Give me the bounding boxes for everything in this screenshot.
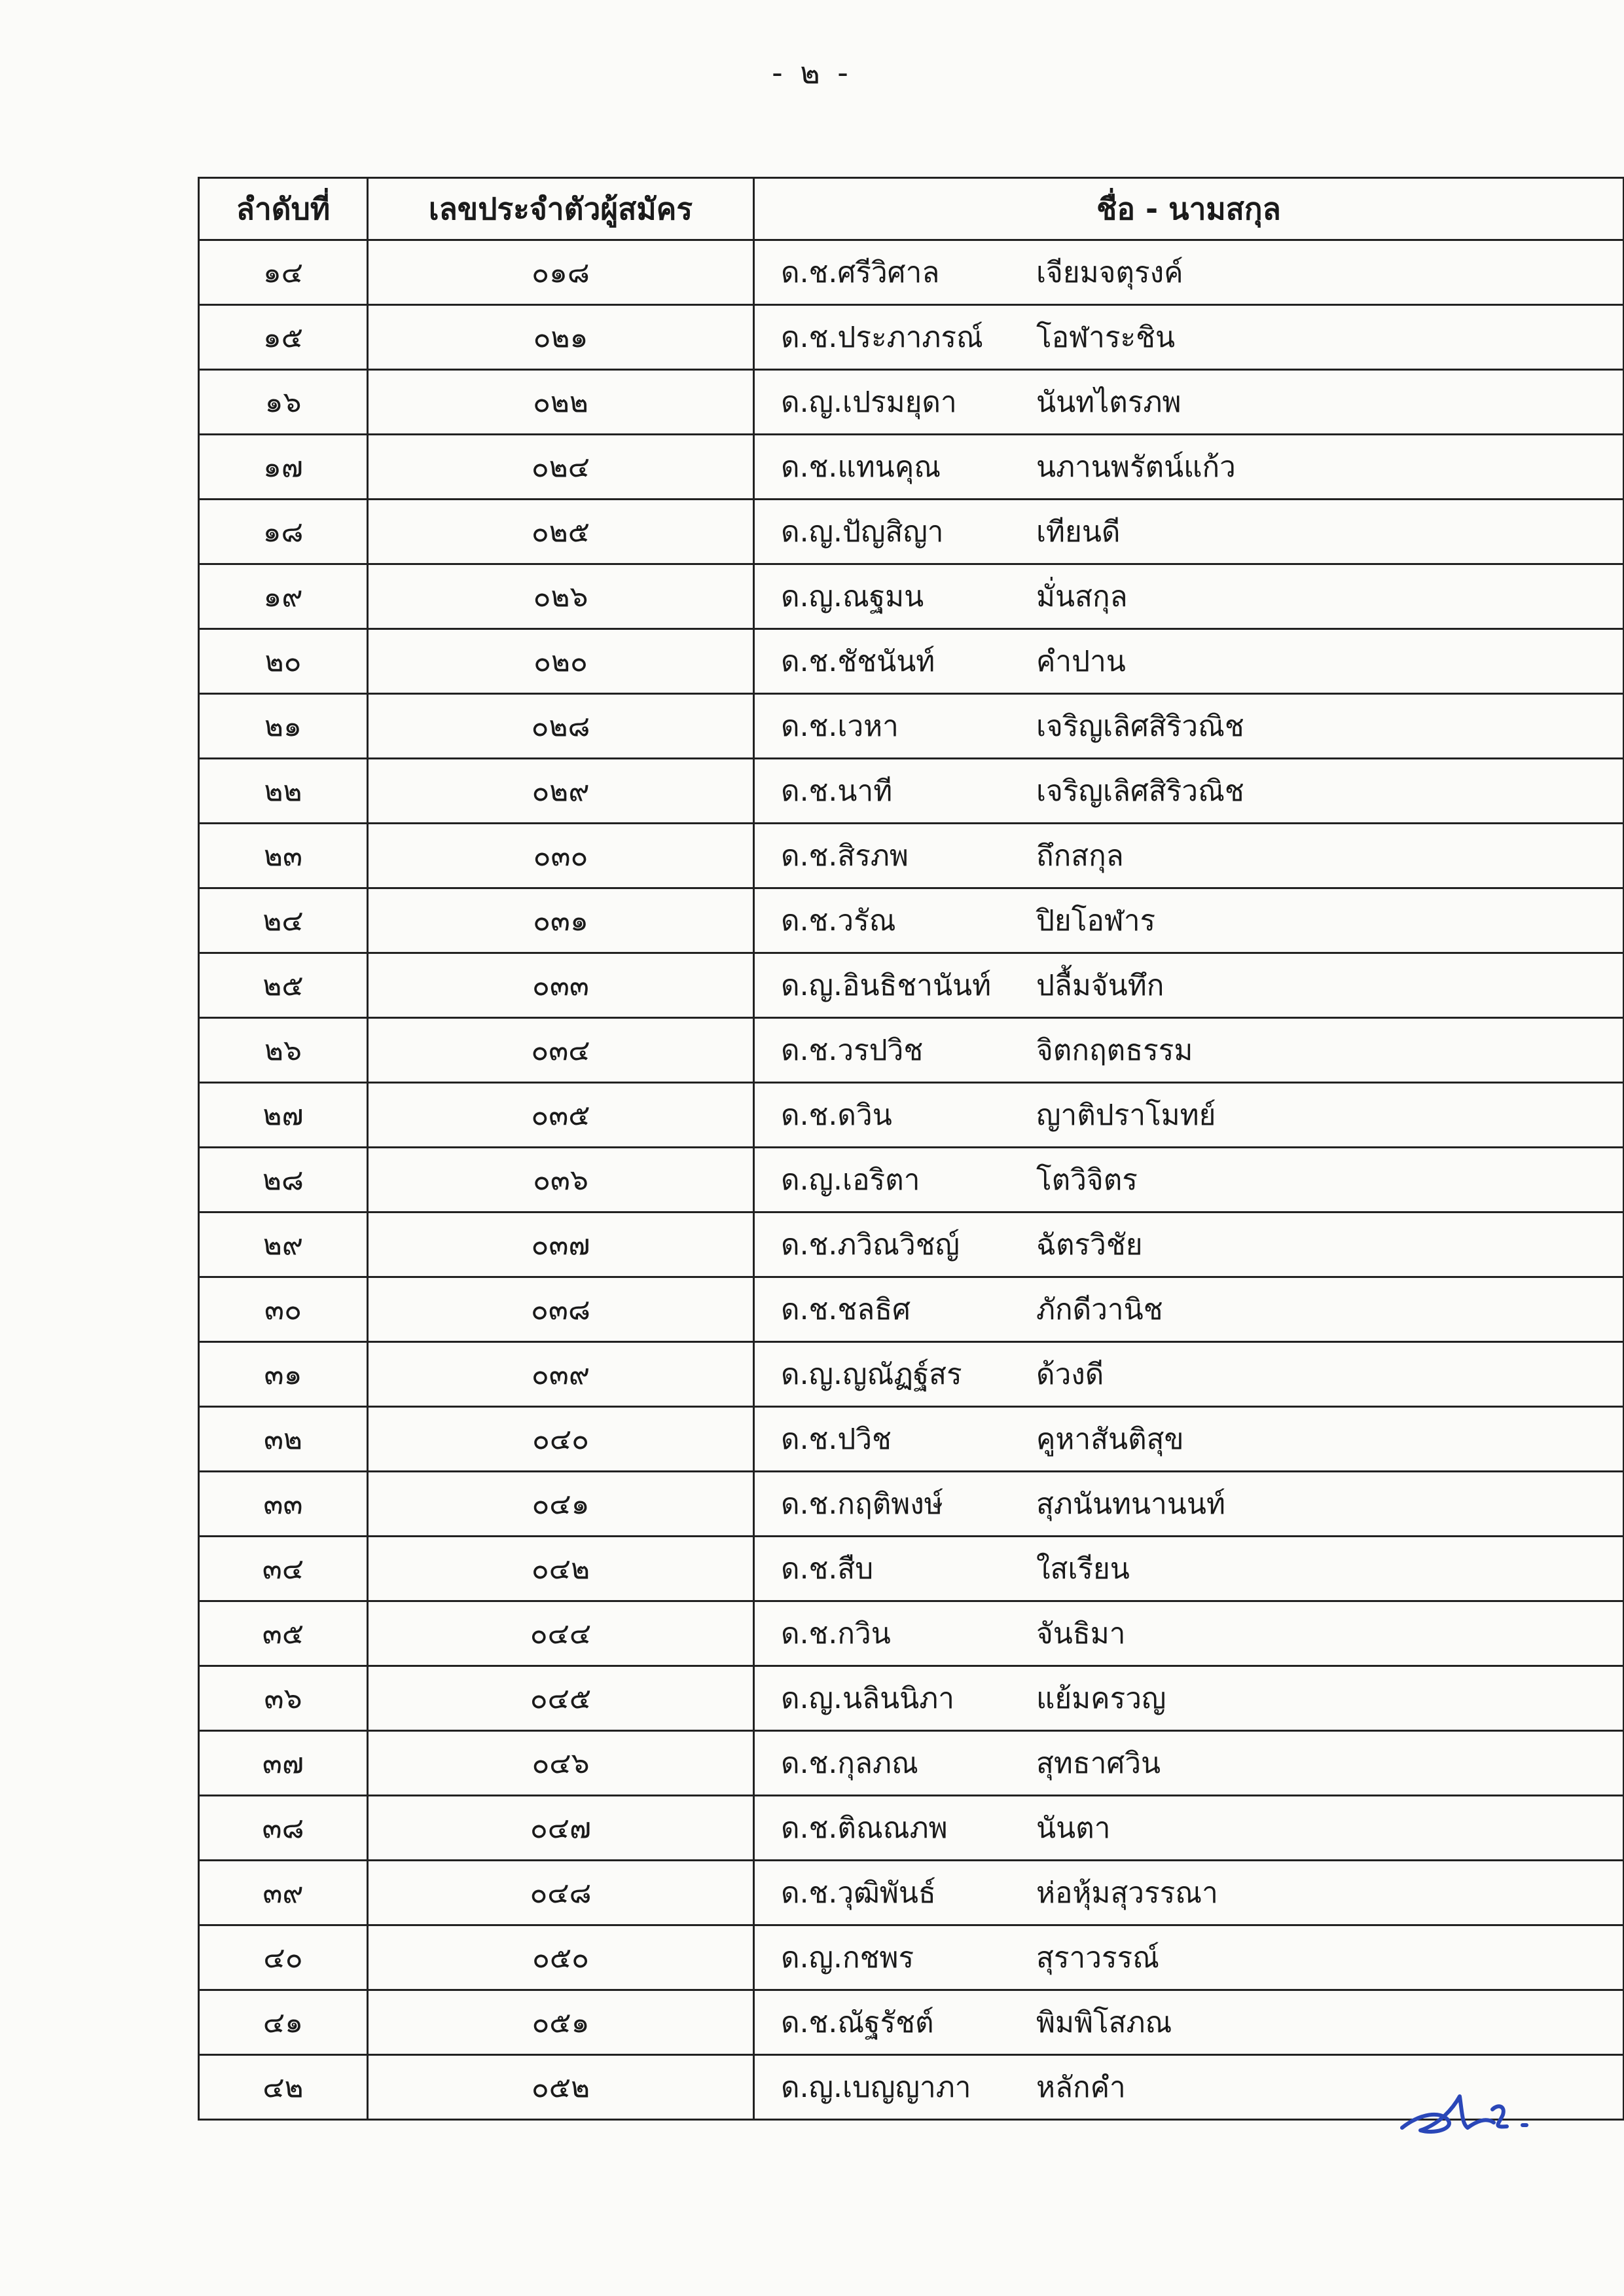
row-given-name: ด.ช.สิรภพ xyxy=(781,839,909,873)
applicant-table xyxy=(198,177,1624,2121)
row-applicant-id: ๐๔๑ xyxy=(368,1472,754,1537)
row-sequence: ๔๑ xyxy=(199,1990,368,2055)
row-family-name: คูหาสันติสุข xyxy=(1036,1423,1184,1456)
row-full-name xyxy=(754,1990,1624,2055)
row-family-name: มั่นสกุล xyxy=(1036,580,1128,613)
table-row xyxy=(199,370,1624,435)
table-row xyxy=(199,824,1624,888)
row-family-name: หลักคำ xyxy=(1036,2071,1126,2104)
row-full-name xyxy=(754,1731,1624,1796)
row-applicant-id: ๐๔๘ xyxy=(368,1861,754,1925)
row-sequence: ๑๕ xyxy=(199,305,368,370)
row-sequence: ๑๖ xyxy=(199,370,368,435)
row-family-name: ด้วงดี xyxy=(1036,1358,1104,1391)
row-full-name xyxy=(754,1277,1624,1342)
row-full-name xyxy=(754,824,1624,888)
table-row xyxy=(199,500,1624,564)
table-row xyxy=(199,1990,1624,2055)
row-applicant-id: ๐๒๑ xyxy=(368,305,754,370)
row-family-name: ภักดีวานิช xyxy=(1036,1293,1163,1326)
row-sequence: ๑๘ xyxy=(199,500,368,564)
row-sequence: ๓๘ xyxy=(199,1796,368,1861)
row-given-name: ด.ช.ประภาภรณ์ xyxy=(781,321,983,354)
row-full-name xyxy=(754,629,1624,694)
row-family-name: สุภนันทนานนท์ xyxy=(1036,1487,1225,1521)
row-sequence: ๒๓ xyxy=(199,824,368,888)
row-full-name xyxy=(754,1018,1624,1083)
row-applicant-id: ๐๔๒ xyxy=(368,1537,754,1601)
row-full-name xyxy=(754,1407,1624,1472)
row-family-name: โอฬาระชิน xyxy=(1036,321,1176,354)
row-full-name xyxy=(754,953,1624,1018)
row-family-name: ปลื้มจันทึก xyxy=(1036,969,1164,1002)
row-given-name: ด.ช.กวิน xyxy=(781,1617,891,1650)
row-given-name: ด.ญ.ณฐมน xyxy=(781,580,924,613)
row-family-name: คำปาน xyxy=(1036,645,1126,678)
row-sequence: ๔๒ xyxy=(199,2055,368,2120)
row-applicant-id: ๐๔๗ xyxy=(368,1796,754,1861)
row-applicant-id: ๐๕๑ xyxy=(368,1990,754,2055)
row-family-name: จิตกฤตธรรม xyxy=(1036,1034,1193,1067)
table-row xyxy=(199,1148,1624,1212)
row-applicant-id: ๐๔๖ xyxy=(368,1731,754,1796)
row-full-name xyxy=(754,1796,1624,1861)
table-row xyxy=(199,1083,1624,1148)
row-given-name: ด.ช.วรปวิช xyxy=(781,1034,924,1067)
row-full-name xyxy=(754,1537,1624,1601)
row-sequence: ๒๒ xyxy=(199,759,368,824)
row-full-name xyxy=(754,435,1624,500)
row-family-name: จันธิมา xyxy=(1036,1617,1126,1650)
row-applicant-id: ๐๓๕ xyxy=(368,1083,754,1148)
table-row xyxy=(199,1666,1624,1731)
row-full-name xyxy=(754,759,1624,824)
row-family-name: สุทธาศวิน xyxy=(1036,1747,1161,1780)
table-row xyxy=(199,1407,1624,1472)
row-given-name: ด.ช.ณัฐรัชต์ xyxy=(781,2006,934,2039)
row-given-name: ด.ช.วุฒิพันธ์ xyxy=(781,1876,936,1910)
row-sequence: ๓๑ xyxy=(199,1342,368,1407)
table-row xyxy=(199,1861,1624,1925)
row-applicant-id: ๐๓๔ xyxy=(368,1018,754,1083)
row-given-name: ด.ญ.ญณัฏฐ์สร xyxy=(781,1358,962,1391)
row-full-name xyxy=(754,1212,1624,1277)
row-full-name xyxy=(754,694,1624,759)
row-given-name: ด.ญ.อินธิชานันท์ xyxy=(781,969,992,1002)
row-full-name xyxy=(754,370,1624,435)
row-applicant-id: ๐๕๐ xyxy=(368,1925,754,1990)
table-row xyxy=(199,694,1624,759)
table-row xyxy=(199,1277,1624,1342)
table-body xyxy=(199,240,1624,2120)
table-row xyxy=(199,305,1624,370)
row-given-name: ด.ช.นาที xyxy=(781,774,893,808)
page-number: - ๒ - xyxy=(772,55,852,90)
row-given-name: ด.ช.ติณณภพ xyxy=(781,1812,948,1845)
row-applicant-id: ๐๒๙ xyxy=(368,759,754,824)
table-row xyxy=(199,1731,1624,1796)
row-applicant-id: ๐๓๐ xyxy=(368,824,754,888)
row-sequence: ๒๖ xyxy=(199,1018,368,1083)
row-family-name: แย้มครวญ xyxy=(1036,1682,1166,1715)
row-applicant-id: ๐๒๖ xyxy=(368,564,754,629)
row-sequence: ๒๑ xyxy=(199,694,368,759)
table-row xyxy=(199,629,1624,694)
row-given-name: ด.ญ.เอริตา xyxy=(781,1163,920,1197)
table-row xyxy=(199,1601,1624,1666)
table-row xyxy=(199,1796,1624,1861)
row-family-name: เจริญเลิศสิริวณิช xyxy=(1036,774,1244,808)
table-row xyxy=(199,1537,1624,1601)
row-sequence: ๓๙ xyxy=(199,1861,368,1925)
table-row xyxy=(199,759,1624,824)
row-given-name: ด.ช.ปวิช xyxy=(781,1423,892,1456)
header-sequence: ลำดับที่ xyxy=(199,178,368,240)
row-given-name: ด.ช.ดวิน xyxy=(781,1099,892,1132)
row-full-name xyxy=(754,1148,1624,1212)
row-full-name xyxy=(754,1472,1624,1537)
row-family-name: ถึกสกุล xyxy=(1036,839,1124,873)
row-given-name: ด.ช.แทนคุณ xyxy=(781,450,941,484)
table-row xyxy=(199,564,1624,629)
table-row xyxy=(199,435,1624,500)
row-applicant-id: ๐๓๑ xyxy=(368,888,754,953)
row-full-name xyxy=(754,1342,1624,1407)
row-family-name: นันทไตรภพ xyxy=(1036,386,1182,419)
row-applicant-id: ๐๒๘ xyxy=(368,694,754,759)
row-given-name: ด.ช.ชลธิศ xyxy=(781,1293,911,1326)
row-given-name: ด.ญ.นลินนิภา xyxy=(781,1682,954,1715)
table-row xyxy=(199,953,1624,1018)
row-applicant-id: ๐๔๐ xyxy=(368,1407,754,1472)
row-applicant-id: ๐๓๓ xyxy=(368,953,754,1018)
row-applicant-id: ๐๑๘ xyxy=(368,240,754,305)
row-applicant-id: ๐๔๔ xyxy=(368,1601,754,1666)
row-family-name: เทียนดี xyxy=(1036,515,1121,549)
row-family-name: ฉัตรวิชัย xyxy=(1036,1228,1143,1262)
table-row xyxy=(199,1018,1624,1083)
row-sequence: ๒๕ xyxy=(199,953,368,1018)
row-sequence: ๓๓ xyxy=(199,1472,368,1537)
row-given-name: ด.ญ.เบญญาภา xyxy=(781,2071,971,2104)
row-full-name xyxy=(754,240,1624,305)
row-sequence: ๑๗ xyxy=(199,435,368,500)
row-given-name: ด.ญ.กชพร xyxy=(781,1941,914,1975)
table-row xyxy=(199,240,1624,305)
row-applicant-id: ๐๒๐ xyxy=(368,629,754,694)
table-row xyxy=(199,1925,1624,1990)
row-given-name: ด.ญ.ปัญสิญา xyxy=(781,515,944,549)
row-full-name xyxy=(754,1861,1624,1925)
row-applicant-id: ๐๒๔ xyxy=(368,435,754,500)
signature-initials xyxy=(1394,2082,1551,2141)
row-given-name: ด.ช.กุลภณ xyxy=(781,1747,918,1780)
header-full-name: ชื่อ - นามสกุล xyxy=(754,178,1624,240)
header-applicant-id: เลขประจำตัวผู้สมัคร xyxy=(368,178,754,240)
row-family-name: สุราวรรณ์ xyxy=(1036,1941,1159,1975)
row-given-name: ด.ช.กฤติพงษ์ xyxy=(781,1487,943,1521)
row-full-name xyxy=(754,1083,1624,1148)
row-family-name: นภานพรัตน์แก้ว xyxy=(1036,450,1236,484)
row-family-name: โตวิจิตร xyxy=(1036,1163,1138,1197)
row-given-name: ด.ช.ชัชนันท์ xyxy=(781,645,935,678)
row-applicant-id: ๐๓๘ xyxy=(368,1277,754,1342)
row-family-name: ปิยโอฬาร xyxy=(1036,904,1156,938)
row-given-name: ด.ช.สืบ xyxy=(781,1552,874,1586)
row-family-name: เจริญเลิศสิริวณิช xyxy=(1036,710,1244,743)
row-applicant-id: ๐๕๒ xyxy=(368,2055,754,2120)
row-sequence: ๓๗ xyxy=(199,1731,368,1796)
row-given-name: ด.ช.ศรีวิศาล xyxy=(781,256,940,289)
row-sequence: ๑๙ xyxy=(199,564,368,629)
table-row xyxy=(199,888,1624,953)
row-sequence: ๓๕ xyxy=(199,1601,368,1666)
row-full-name xyxy=(754,1601,1624,1666)
row-full-name xyxy=(754,1666,1624,1731)
row-full-name xyxy=(754,305,1624,370)
signature-stroke xyxy=(1402,2096,1526,2132)
row-family-name: นันตา xyxy=(1036,1812,1111,1845)
row-applicant-id: ๐๔๕ xyxy=(368,1666,754,1731)
row-applicant-id: ๐๓๗ xyxy=(368,1212,754,1277)
row-sequence: ๒๗ xyxy=(199,1083,368,1148)
table-row xyxy=(199,1342,1624,1407)
table-row xyxy=(199,1472,1624,1537)
row-sequence: ๒๘ xyxy=(199,1148,368,1212)
row-applicant-id: ๐๓๙ xyxy=(368,1342,754,1407)
table-header-row xyxy=(199,178,1624,240)
row-family-name: ใสเรียน xyxy=(1036,1552,1130,1586)
row-sequence: ๓๒ xyxy=(199,1407,368,1472)
row-given-name: ด.ญ.เปรมยุดา xyxy=(781,386,957,419)
row-sequence: ๔๐ xyxy=(199,1925,368,1990)
row-family-name: พิมพิโสภณ xyxy=(1036,2006,1172,2039)
row-sequence: ๓๔ xyxy=(199,1537,368,1601)
row-sequence: ๒๙ xyxy=(199,1212,368,1277)
row-family-name: ห่อหุ้มสุวรรณา xyxy=(1036,1876,1218,1910)
row-given-name: ด.ช.วรัณ xyxy=(781,904,896,938)
row-applicant-id: ๐๒๒ xyxy=(368,370,754,435)
row-sequence: ๒๐ xyxy=(199,629,368,694)
row-sequence: ๓๖ xyxy=(199,1666,368,1731)
row-full-name xyxy=(754,888,1624,953)
row-full-name xyxy=(754,500,1624,564)
table-row xyxy=(199,1212,1624,1277)
row-given-name: ด.ช.เวหา xyxy=(781,710,899,743)
row-sequence: ๒๔ xyxy=(199,888,368,953)
row-family-name: เจียมจตุรงค์ xyxy=(1036,256,1183,289)
row-sequence: ๓๐ xyxy=(199,1277,368,1342)
row-full-name xyxy=(754,1925,1624,1990)
row-applicant-id: ๐๒๕ xyxy=(368,500,754,564)
row-sequence: ๑๔ xyxy=(199,240,368,305)
row-applicant-id: ๐๓๖ xyxy=(368,1148,754,1212)
row-full-name xyxy=(754,564,1624,629)
row-family-name: ญาติปราโมทย์ xyxy=(1036,1099,1216,1132)
row-given-name: ด.ช.ภวิณวิชญ์ xyxy=(781,1228,960,1262)
